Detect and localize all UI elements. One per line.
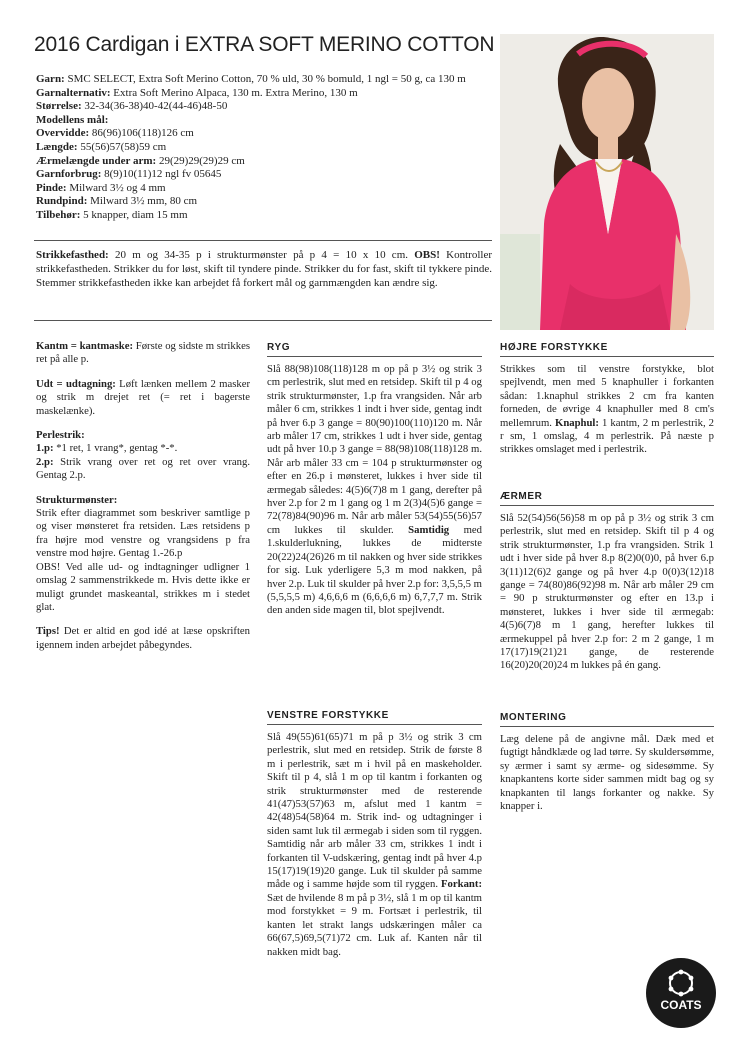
venstre-forkant: Forkant: bbox=[441, 878, 482, 891]
perle-row-2 bbox=[36, 456, 250, 483]
venstre-body bbox=[267, 731, 482, 959]
logo-text: COATS bbox=[660, 998, 702, 1012]
spec-row bbox=[36, 195, 506, 209]
spec-label: Garn: bbox=[36, 73, 65, 85]
logo-dot bbox=[669, 987, 674, 992]
venstre-text-b: Sæt de hvilende 8 m på p 3½, slå 1 m op til kantm mod forstykket = 9 m. Fortsæt i perlestrik, til kanten let strakt langs udskæringen måler ca 66(67,5)69,5(71)72 cm. Luk af. Kanten når til nakken midt bag. bbox=[267, 891, 482, 958]
section-aermer bbox=[500, 491, 714, 673]
montering-text: Læg delene på de angivne mål. Dæk med et fugtigt håndklæde og lad tørre. Sy skuldersømme, sy ærmer i samt sy ærme- og sidesømme. Sy knapkantens korte sider sammen midt bag og sy knapkanten til langs forkanter og nakke. Sy knapper i. bbox=[500, 733, 714, 813]
spec-label: Ærmelængde under arm: bbox=[36, 154, 157, 167]
struktur-head-text: Strukturmønster: bbox=[36, 493, 118, 506]
section-hojre bbox=[500, 342, 714, 457]
divider-top bbox=[34, 240, 492, 241]
ryg-text bbox=[267, 363, 482, 618]
spec-value: 29(29)29(29)29 cm bbox=[156, 154, 245, 167]
spec-row bbox=[36, 87, 506, 101]
spec-value: 8(9)10(11)12 ngl fv 05645 bbox=[101, 168, 222, 181]
spec-row bbox=[36, 168, 506, 182]
tips-label: Tips! bbox=[36, 625, 60, 638]
gauge-obs: OBS! bbox=[414, 249, 440, 261]
udt-label: Udt = udtagning: bbox=[36, 377, 116, 390]
kantm-paragraph bbox=[36, 340, 250, 367]
specs-block bbox=[36, 73, 506, 223]
logo-dot bbox=[679, 970, 684, 975]
hojre-text-a: Strikkes som til venstre forstykke, blot spejlvendt, men med 5 knaphuller i forkanten sådan: 1.knaphul strikkes 2 cm fra kanten forneden, de øvrige 4 knaphuller med 8 cm's mellemrum. bbox=[500, 363, 714, 429]
page-title: 2016 Cardigan i EXTRA SOFT MERINO COTTON bbox=[34, 33, 495, 56]
spec-row bbox=[36, 127, 506, 141]
logo-ring bbox=[670, 972, 692, 994]
hojre-body bbox=[500, 363, 714, 457]
hojre-heading: HØJRE FORSTYKKE bbox=[500, 342, 608, 353]
hojre-text-b: 1 kantm, 2 m perlestrik, 2 r sm, 1 omslag, 4 m perlestrik. På næste p strikkes omslaget med i perlestrik. bbox=[500, 416, 714, 456]
struktur-heading bbox=[36, 494, 250, 507]
spec-row bbox=[36, 114, 506, 128]
hojre-text bbox=[500, 363, 714, 457]
perle-2-label: 2.p: bbox=[36, 455, 54, 468]
gauge-text: Kontroller strikkefastheden. Strikker du for løst, skift til tyndere pinde. Strikker du for fast, skift til tykkere pinde. Stemmer strikkefastheden ikke kan arbejdet få forkert mål og garnmængden kan ændre sig. bbox=[36, 249, 492, 289]
perle-1-text: *1 ret, 1 vrang*, gentag *-*. bbox=[53, 442, 178, 455]
perle-1-label: 1.p: bbox=[36, 442, 54, 455]
montering-body bbox=[500, 733, 714, 813]
obs-paragraph: OBS! Ved alle ud- og indtagninger udligner 1 omslag 2 sammenstrikkede m. Hvis dette ikke er muligt grundet maskeantal, strikkes m i stedet glat. bbox=[36, 560, 250, 613]
montering-rule bbox=[500, 726, 714, 727]
section-ryg bbox=[267, 342, 482, 618]
spec-row bbox=[36, 209, 506, 223]
spec-row bbox=[36, 100, 506, 114]
kantm-text: Første og sidste m strikkes ret på alle p. bbox=[36, 340, 250, 366]
gauge-paragraph bbox=[36, 248, 492, 290]
spec-value: 5 knapper, diam 15 mm bbox=[80, 208, 188, 221]
perle-row-1 bbox=[36, 442, 250, 455]
tips-text: Det er altid en god idé at læse opskriften igennem inden arbejdet påbegyndes. bbox=[36, 625, 250, 651]
spec-label: Overvidde: bbox=[36, 127, 90, 140]
definitions-column bbox=[36, 340, 250, 663]
model-photo bbox=[500, 34, 714, 330]
spec-label: Længde: bbox=[36, 140, 78, 153]
spec-row bbox=[36, 73, 506, 87]
spec-value: 32-34(36-38)40-42(44-46)48-50 bbox=[81, 100, 228, 113]
gauge-label: Strikkefasthed: bbox=[36, 249, 109, 261]
logo-dot bbox=[679, 992, 684, 997]
logo-dot bbox=[689, 976, 694, 981]
ryg-heading: RYG bbox=[267, 342, 291, 353]
venstre-text bbox=[267, 731, 482, 959]
aermer-heading: ÆRMER bbox=[500, 491, 543, 502]
spec-label: Størrelse: bbox=[36, 100, 82, 113]
spec-row bbox=[36, 141, 506, 155]
spec-value: 55(56)57(58)59 cm bbox=[77, 140, 167, 153]
spec-value: SMC SELECT, Extra Soft Merino Cotton, 70 % uld, 30 % bomuld, 1 ngl = 50 g, ca 130 m bbox=[64, 73, 466, 85]
ryg-text-b: med 1.skulderlukning, lukkes de midterste 20(22)24(26)26 m til nakken og hver side strikkes for sig. Luk yderligere 5,3 m mod nakken, på hver 2.p. Luk til skulder på hver 2.p for: 3,5,5,5 m (5,5,5,5 m) 4,6,6,6 m (6,6,6,6 m) 6,7,7,7 m. Strik den anden side magen til, blot spejlvendt. bbox=[267, 523, 482, 617]
aermer-body bbox=[500, 512, 714, 673]
spec-value: 86(96)106(118)126 cm bbox=[89, 127, 194, 140]
spec-value: Milward 3½ og 4 mm bbox=[66, 181, 166, 194]
hojre-rule bbox=[500, 356, 714, 357]
spec-label: Tilbehør: bbox=[36, 208, 81, 221]
venstre-heading: VENSTRE FORSTYKKE bbox=[267, 710, 389, 721]
kantm-label: Kantm = kantmaske: bbox=[36, 340, 134, 352]
venstre-text-a: Slå 49(55)61(65)71 m på p 3½ og strik 3 cm perlestrik, slut med en retsidep. Strik de første 8 m i perlestrik, sæt m i hvil på en maskeholder. Skift til p 4, slå 1 m op til kantm i forkanten og strik strukturmønster med de resterende 41(47)53(57)63 m, afslut med 1 kantm = 42(48)54(58)64 m. Strik ind- og udtagninger i siden samt luk til ærmegab i siden som til ryggen. Samtidig når arb måler 33 cm, strikkes 1 indt i forkanten til V-udskæring, gentag indt på hver 4.p 15(17)19(19)20 gange. Luk til skulder på samme måde og i samme højde som til ryggen. bbox=[267, 731, 482, 891]
gauge-text: 20 m og 34-35 p i strukturmønster på p 4 = 10 x 10 cm. bbox=[108, 249, 415, 261]
venstre-rule bbox=[267, 724, 482, 725]
spec-row bbox=[36, 155, 506, 169]
divider-bottom bbox=[34, 320, 492, 321]
montering-heading: MONTERING bbox=[500, 712, 567, 723]
ryg-rule bbox=[267, 356, 482, 357]
ryg-body bbox=[267, 363, 482, 618]
logo-dot bbox=[669, 976, 674, 981]
section-venstre bbox=[267, 710, 482, 959]
hojre-knaphul: Knaphul: bbox=[555, 416, 599, 429]
chair-back bbox=[500, 234, 540, 330]
struktur-paragraph: Strik efter diagrammet som beskriver samtlige p og viser mønsteret fra retsiden. Læs retsidens p fra højre mod venstre og vrangsidens p fra venstre mod højre. Gentag 1.-26.p bbox=[36, 507, 250, 560]
aermer-text: Slå 52(54)56(56)58 m op på p 3½ og strik 3 cm perlestrik, slut med en retsidep. Skift til p 4 og strik strukturmønster, 1.p fra vrangsiden. Strik 1 udt i hver side på hver 8.p 8(2)0(0)0, på hver 6.p 3(11)12(6)2 gange og på hver 4.p 0(0)3(12)18 gange = 74(80)86(92)98 m. Når arb måler 29 cm = 90 p strukturmønster og efter en 13.p i mønsteret, lukkes i hver side til ærmegab: 4(5)6(7)8 m 1 gang, herefter lukkes til ærmekuppel på hver 2.p for: 2 m 2 gange, 1 m 17(17)19(21)21 gange, de resterende 16(20)20(20)24 m lukkes på én gang. bbox=[500, 512, 714, 672]
ryg-samtidig: Samtidig bbox=[408, 523, 450, 536]
spec-row bbox=[36, 182, 506, 196]
face bbox=[582, 68, 634, 140]
spec-label: Garnalternativ: bbox=[36, 86, 111, 99]
udt-paragraph bbox=[36, 378, 250, 418]
model-illustration bbox=[500, 34, 714, 330]
udt-text: Løft lænken mellem 2 masker og strik m drejet ret (= ret i bagerste maskelænke). bbox=[36, 377, 250, 417]
spec-label: Rundpind: bbox=[36, 195, 88, 208]
spec-label: Pinde: bbox=[36, 181, 67, 194]
spec-value: Milward 3½ mm, 80 cm bbox=[87, 195, 198, 208]
aermer-rule bbox=[500, 505, 714, 506]
spec-label: Garnforbrug: bbox=[36, 168, 102, 181]
perle-2-text: Strik vrang over ret og ret over vrang. Gentag 2.p. bbox=[36, 455, 250, 482]
perle-head-text: Perlestrik: bbox=[36, 429, 85, 442]
section-montering bbox=[500, 712, 714, 813]
tips-paragraph bbox=[36, 625, 250, 652]
logo-dot bbox=[689, 987, 694, 992]
coats-logo-icon bbox=[646, 958, 716, 1028]
spec-value: Extra Soft Merino Alpaca, 130 m. Extra Merino, 130 m bbox=[110, 86, 358, 99]
ryg-text-a: Slå 88(98)108(118)128 m op på p 3½ og strik 3 cm perlestrik, slut med en retsidep. Skift til p 4 og strik strukturmønster, 1.p fra vrangsiden. Når arb måler 6 cm, strikkes 1 indt i hver side, gentag indt på hver 6.p 3 gange = 80(90)100(110)120 m. Når arb måler 17 cm, strikkes 1 udt i hver side, gentag udt på hver 10.p 3 gange = 88(98)108(118)128 m. Når arb måler 33 cm = 104 p strukturmønster og efter en 26.p i mønsteret, lukkes i hver side til ærmegab således: 4(5)6(7)8 m 1 gang, derefter på hver 2.p for 2 m 1 gang og 1 m 2(3)4(5)6 gange = 72(78)84(90)96 m. Når arb måler 53(54)55(56)57 cm lukkes til skulder. bbox=[267, 363, 482, 536]
logo-mark bbox=[646, 958, 716, 1028]
perle-heading bbox=[36, 429, 250, 442]
spec-label: Modellens mål: bbox=[36, 113, 109, 126]
